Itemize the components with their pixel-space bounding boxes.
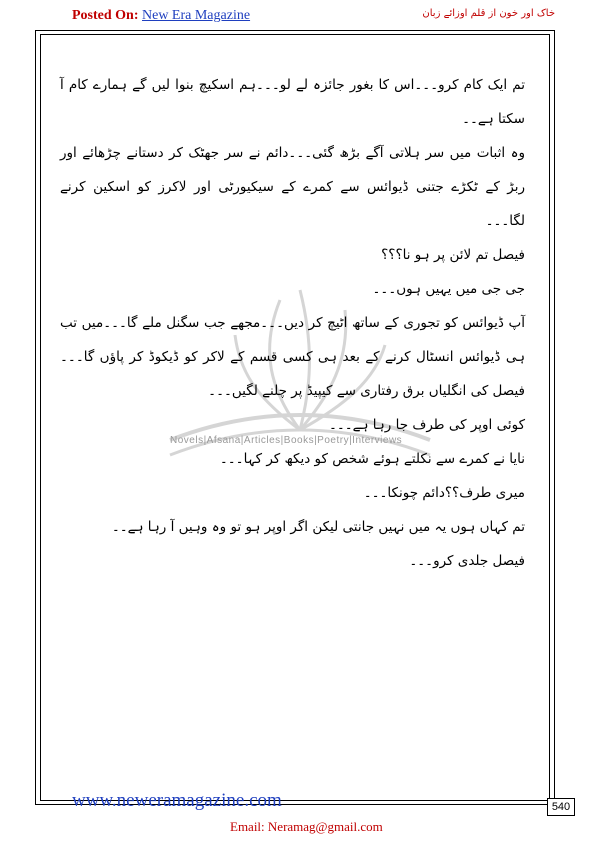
paragraph: تم ایک کام کرو۔۔۔اس کا بغور جائزہ لے لو۔۔۔ہم اسکیچ بنوا لیں گے ہمارے کام آ سکتا ہے۔۔ [60,77,525,127]
magazine-link[interactable]: New Era Magazine [142,8,251,23]
paragraph: میری طرف؟؟دائم چونکا۔۔۔ [363,485,525,501]
page-number: 540 [547,798,575,816]
paragraph: فیصل جلدی کرو۔۔۔ [409,553,525,569]
posted-on-label: Posted On: [72,8,139,23]
story-title: خاک اور خون از قلم اوزائے زبان [422,8,555,19]
paragraph: جی جی میں یہیں ہوں۔۔۔ [372,281,525,297]
paragraph: وہ اثبات میں سر ہلاتی آگے بڑھ گئی۔۔۔دائم نے سر جھٹک کر دستانے چڑھائے اور ربڑ کے ٹکڑے جتنی ڈیوائس سے کمرے کے سیکیورٹی اور لاکرز کو اسکین کرنے لگا۔۔۔ [60,145,525,229]
paragraph: تم کہاں ہوں یہ میں نہیں جانتی لیکن اگر اوپر ہو تو وہ وہیں آ رہا ہے۔۔ [111,519,525,535]
story-body [60,68,525,578]
paragraph: فیصل تم لائن پر ہو نا؟؟؟ [381,247,525,263]
website-link[interactable]: www.neweramagazine.com [72,790,282,811]
paragraph: آپ ڈیوائس کو تجوری کے ساتھ اٹیچ کر دیں۔۔۔مجھے جب سگنل ملے گا۔۔۔میں تب ہی ڈیوائس انسٹال کرنے کے بعد ہی کسی قسم کے لاکر کو ڈیکوڈ کر پاؤں گا۔۔۔فیصل کی انگلیاں برق رفتاری سے کیپیڈ پر چلنے لگیں۔۔۔ [60,315,525,399]
paragraph: کوئی اوپر کی طرف جا رہا ہے۔۔۔ [328,417,525,433]
watermark-text: Novels|Afsana|Articles|Books|Poetry|Interviews [170,435,403,446]
contact-email: Email: Neramag@gmail.com [230,819,383,834]
paragraph: نایا نے کمرے سے نکلتے ہوئے شخص کو دیکھ کر کہا۔۔۔ [219,451,525,467]
header-posted-on [72,8,250,24]
